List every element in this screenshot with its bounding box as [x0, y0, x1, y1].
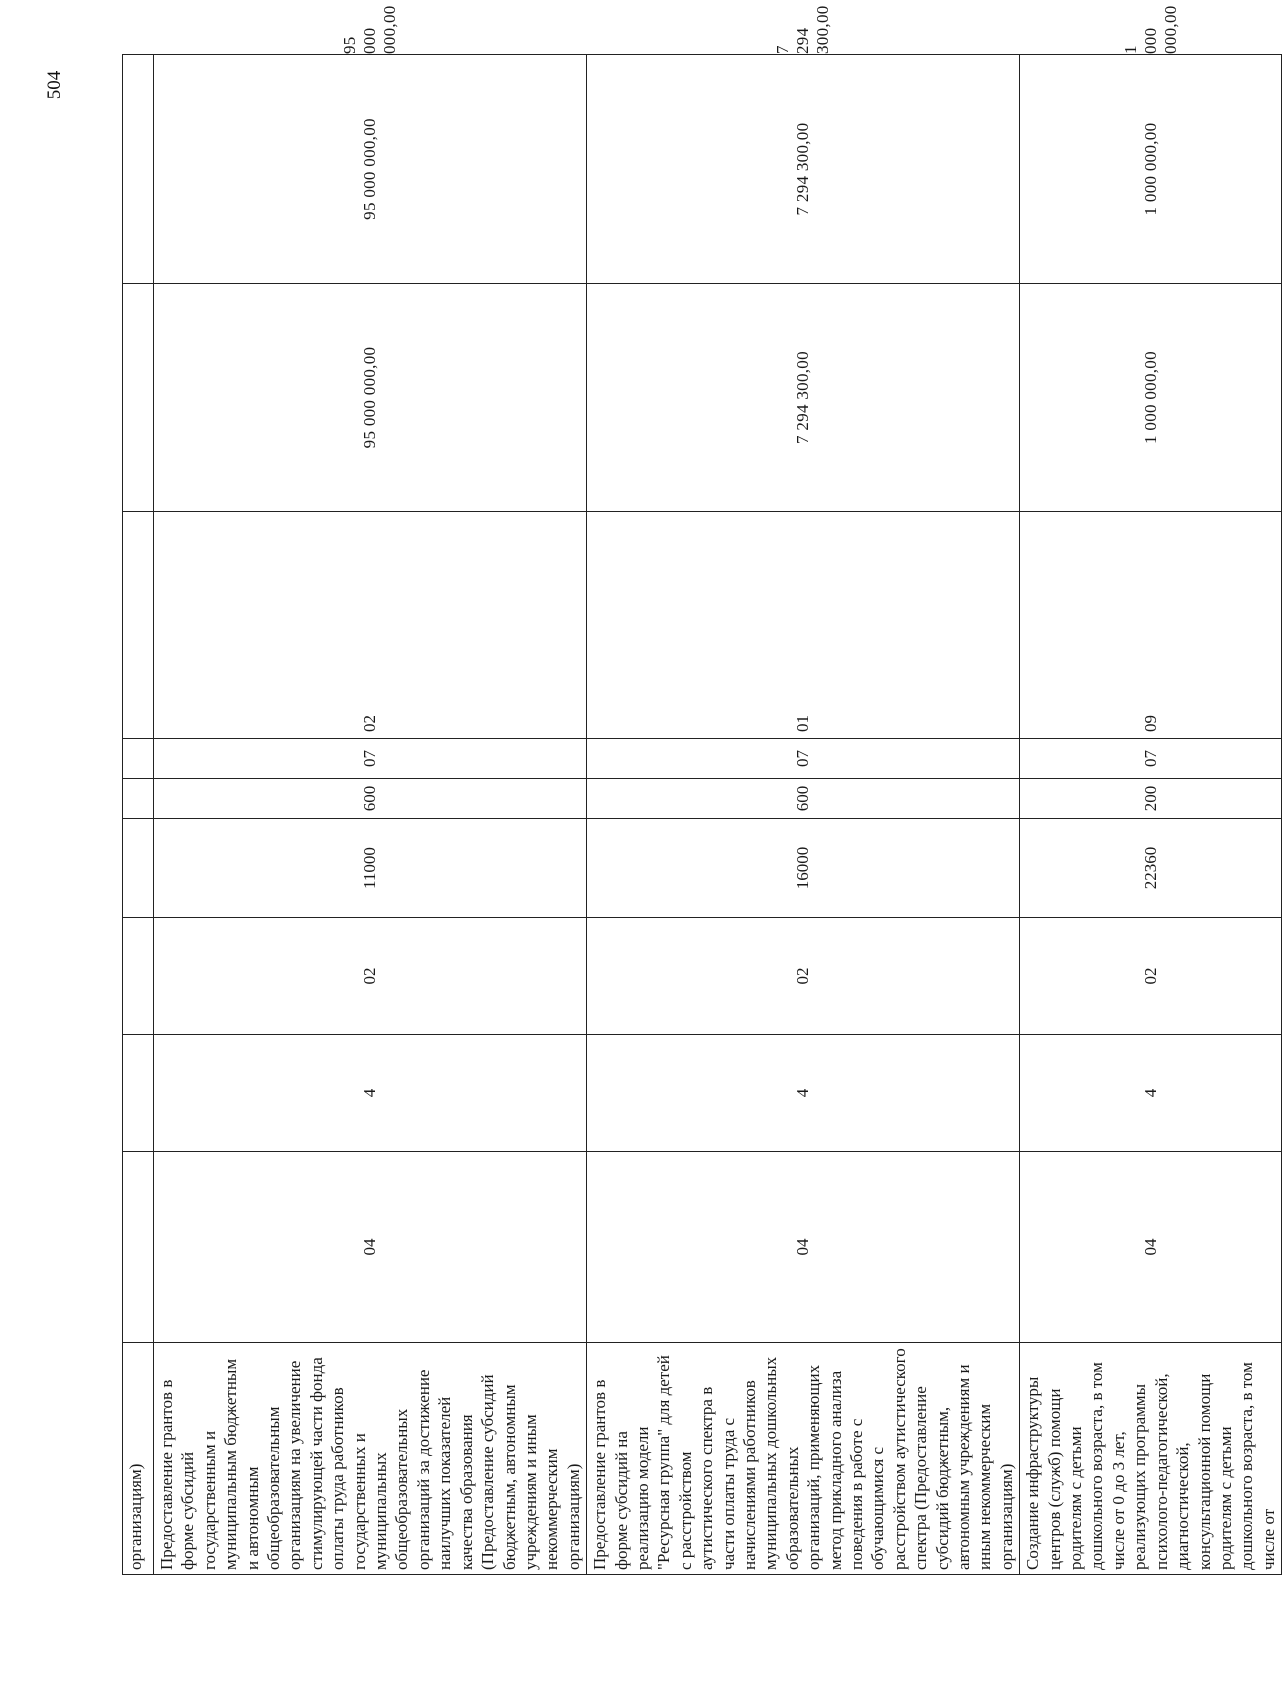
cell-section: 07	[154, 739, 587, 779]
cell-program	[123, 1152, 154, 1343]
row-name: Предоставление грантов в форме субсидий на реализацию модели "Ресурсная группа" для детей с расстройством аутистического спектра в части оплаты труда с начислениями работников муниципальных дошкольных образовательных организаций, применяющих метод прикладного анализа поведения в работе с обучающимися с расстройством аутистического спектра (Предоставление субсидий бюджетным, автономным учреждениям и иным некоммерческим организациям)	[587, 1343, 1020, 1575]
cell-direction: 11000	[154, 819, 587, 918]
cell-event: 02	[587, 918, 1020, 1035]
cell-section	[123, 739, 154, 779]
cell-sum-2: 95 000 000,00	[154, 55, 587, 284]
cell-sum-1	[123, 284, 154, 512]
budget-table	[122, 5, 1282, 1575]
cell-expense-type	[123, 779, 154, 819]
cell-program: 04	[587, 1152, 1020, 1343]
cell-sum-2	[123, 55, 154, 284]
cell-expense-type: 200	[1020, 779, 1282, 819]
page-number: 504	[44, 70, 65, 100]
cell-subsection	[123, 512, 154, 739]
cell-sum-2: 7 294 300,00	[587, 55, 1020, 284]
cell-direction: 16000	[587, 819, 1020, 918]
cell-sum-1: 7 294 300,00	[587, 284, 1020, 512]
cell-event: 02	[1020, 918, 1282, 1035]
cell-subprogram	[123, 1035, 154, 1152]
cell-program: 04	[154, 1152, 587, 1343]
cell-sum-1: 1 000 000,00	[1020, 284, 1282, 512]
cell-subsection: 02	[154, 512, 587, 739]
row-name: Создание инфраструктуры центров (служб) помощи родителям с детьми дошкольного возраста, в том числе от 0 до 3 лет, реализующих программы психолого-педагогической, диагностической, консультационной помощи родителям с детьми дошкольного возраста, в том числе от	[1020, 1343, 1282, 1575]
cell-expense-type: 600	[587, 779, 1020, 819]
row-name: организациям)	[123, 1343, 154, 1575]
cell-sum-2: 1 000 000,00	[1020, 55, 1282, 284]
cell-direction	[123, 819, 154, 918]
cell-subprogram: 4	[154, 1035, 587, 1152]
table-row: Предоставление грантов в форме субсидий государственным и муниципальным бюджетным и автономным общеобразовательным организациям на увеличение стимулирующей части фонда оплаты труда работников государственных и муниципальных общеобразовательных организаций за достижение наилучших показателей качества образования (Предоставление субсидий бюджетным, автономным учреждениям и иным некоммерческим организациям) 04 4 02 11000 600 07 02 95 000 000,00 95 000 000,00 95 000 000,00	[154, 55, 587, 1575]
cell-subprogram: 4	[587, 1035, 1020, 1152]
cell-expense-type: 600	[154, 779, 587, 819]
cell-subprogram: 4	[1020, 1035, 1282, 1152]
cell-program: 04	[1020, 1152, 1282, 1343]
cell-subsection: 01	[587, 512, 1020, 739]
cell-section: 07	[587, 739, 1020, 779]
cell-sum-1: 95 000 000,00	[154, 284, 587, 512]
cell-event: 02	[154, 918, 587, 1035]
rotated-table-container	[44, 5, 1278, 1575]
cell-event	[123, 918, 154, 1035]
table-row: Предоставление грантов в форме субсидий на реализацию модели "Ресурсная группа" для детей с расстройством аутистического спектра в части оплаты труда с начислениями работников муниципальных дошкольных образовательных организаций, применяющих метод прикладного анализа поведения в работе с обучающимися с расстройством аутистического спектра (Предоставление субсидий бюджетным, автономным учреждениям и иным некоммерческим организациям) 04 4 02 16000 600 07 01 7 294 300,00 7 294 300,00 7 294 300,00	[587, 55, 1020, 1575]
cell-direction: 22360	[1020, 819, 1282, 918]
table-row	[123, 55, 154, 1575]
cell-section: 07	[1020, 739, 1282, 779]
table-row: Создание инфраструктуры центров (служб) помощи родителям с детьми дошкольного возраста, в том числе от 0 до 3 лет, реализующих программы психолого-педагогической, диагностической, консультационной помощи родителям с детьми дошкольного возраста, в том числе от 04 4 02 22360 200 07 09 1 000 000,00 1 000 000,00 1 000 000,00	[1020, 55, 1282, 1575]
cell-subsection: 09	[1020, 512, 1282, 739]
row-name: Предоставление грантов в форме субсидий государственным и муниципальным бюджетным и автономным общеобразовательным организациям на увеличение стимулирующей части фонда оплаты труда работников государственных и муниципальных общеобразовательных организаций за достижение наилучших показателей качества образования (Предоставление субсидий бюджетным, автономным учреждениям и иным некоммерческим организациям)	[154, 1343, 587, 1575]
